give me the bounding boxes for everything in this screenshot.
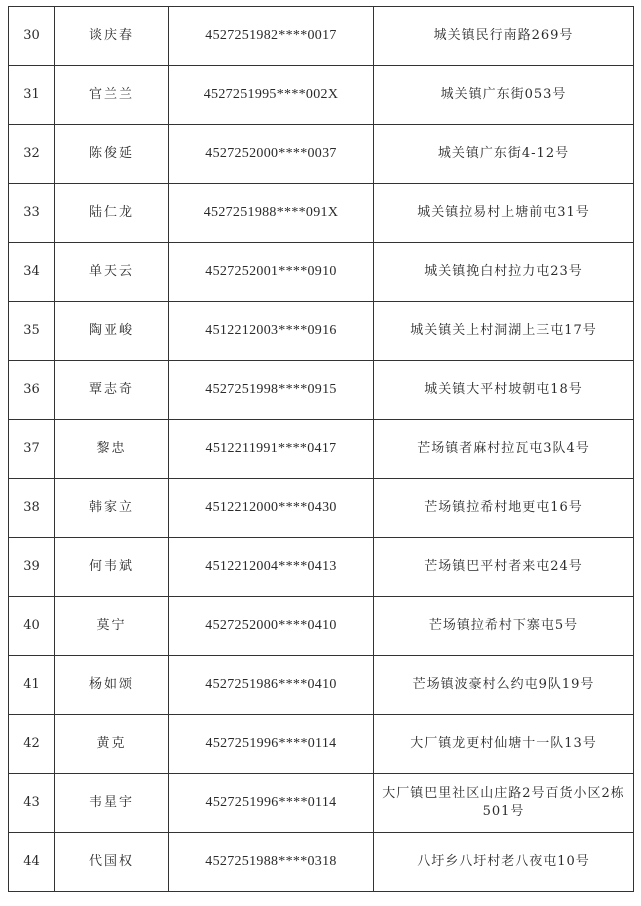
row-number-cell: 30 — [9, 7, 55, 66]
address-cell: 芒场镇巴平村者来屯24号 — [374, 538, 634, 597]
table-row — [9, 243, 634, 302]
table-row — [9, 774, 634, 833]
name-cell: 杨如颂 — [55, 656, 169, 715]
address-cell: 城关镇拉易村上塘前屯31号 — [374, 184, 634, 243]
id-number-cell: 4527251996****0114 — [169, 715, 374, 774]
name-cell: 何韦斌 — [55, 538, 169, 597]
name-cell: 陆仁龙 — [55, 184, 169, 243]
id-number-cell: 4527251988****0318 — [169, 833, 374, 892]
table-row — [9, 420, 634, 479]
address-cell: 大厂镇巴里社区山庄路2号百货小区2栋501号 — [374, 774, 634, 833]
row-number-cell: 43 — [9, 774, 55, 833]
name-cell: 黄克 — [55, 715, 169, 774]
address-cell: 大厂镇龙更村仙塘十一队13号 — [374, 715, 634, 774]
table-row — [9, 66, 634, 125]
row-number-cell: 41 — [9, 656, 55, 715]
row-number-cell: 38 — [9, 479, 55, 538]
row-number-cell: 42 — [9, 715, 55, 774]
name-cell: 代国权 — [55, 833, 169, 892]
address-cell: 城关镇民行南路269号 — [374, 7, 634, 66]
address-cell: 芒场镇波豪村么约屯9队19号 — [374, 656, 634, 715]
address-cell: 芒场镇拉希村下寨屯5号 — [374, 597, 634, 656]
table-row — [9, 656, 634, 715]
name-cell: 单天云 — [55, 243, 169, 302]
row-number-cell: 36 — [9, 361, 55, 420]
id-number-cell: 4512212004****0413 — [169, 538, 374, 597]
row-number-cell: 33 — [9, 184, 55, 243]
row-number-cell: 31 — [9, 66, 55, 125]
name-cell: 陈俊延 — [55, 125, 169, 184]
id-number-cell: 4527252000****0037 — [169, 125, 374, 184]
name-cell: 黎忠 — [55, 420, 169, 479]
name-cell: 韩家立 — [55, 479, 169, 538]
table-row — [9, 833, 634, 892]
id-number-cell: 4527252000****0410 — [169, 597, 374, 656]
address-cell: 城关镇挽白村拉力屯23号 — [374, 243, 634, 302]
row-number-cell: 40 — [9, 597, 55, 656]
id-number-cell: 4512212000****0430 — [169, 479, 374, 538]
table-row — [9, 479, 634, 538]
id-number-cell: 4527252001****0910 — [169, 243, 374, 302]
address-cell: 城关镇大平村坡朝屯18号 — [374, 361, 634, 420]
row-number-cell: 44 — [9, 833, 55, 892]
address-cell: 城关镇广东街4-12号 — [374, 125, 634, 184]
id-number-cell: 4527251988****091X — [169, 184, 374, 243]
address-cell: 八圩乡八圩村老八夜屯10号 — [374, 833, 634, 892]
id-number-cell: 4527251982****0017 — [169, 7, 374, 66]
row-number-cell: 35 — [9, 302, 55, 361]
table-row — [9, 125, 634, 184]
table-row — [9, 302, 634, 361]
id-number-cell: 4527251996****0114 — [169, 774, 374, 833]
id-number-cell: 4527251995****002X — [169, 66, 374, 125]
address-cell: 芒场镇拉希村地更屯16号 — [374, 479, 634, 538]
table-row — [9, 715, 634, 774]
address-cell: 芒场镇者麻村拉瓦屯3队4号 — [374, 420, 634, 479]
row-number-cell: 37 — [9, 420, 55, 479]
row-number-cell: 39 — [9, 538, 55, 597]
name-cell: 陶亚峻 — [55, 302, 169, 361]
name-cell: 覃志奇 — [55, 361, 169, 420]
address-cell: 城关镇广东街053号 — [374, 66, 634, 125]
id-number-cell: 4512212003****0916 — [169, 302, 374, 361]
table-row — [9, 361, 634, 420]
table-row — [9, 538, 634, 597]
id-number-cell: 4512211991****0417 — [169, 420, 374, 479]
id-number-cell: 4527251986****0410 — [169, 656, 374, 715]
table-row — [9, 184, 634, 243]
people-table — [8, 6, 634, 892]
name-cell: 莫宁 — [55, 597, 169, 656]
table-row — [9, 597, 634, 656]
row-number-cell: 32 — [9, 125, 55, 184]
id-number-cell: 4527251998****0915 — [169, 361, 374, 420]
name-cell: 韦星宇 — [55, 774, 169, 833]
name-cell: 谈庆春 — [55, 7, 169, 66]
table-row — [9, 7, 634, 66]
name-cell: 官兰兰 — [55, 66, 169, 125]
table-body — [9, 7, 634, 892]
address-cell: 城关镇关上村洞湖上三屯17号 — [374, 302, 634, 361]
row-number-cell: 34 — [9, 243, 55, 302]
